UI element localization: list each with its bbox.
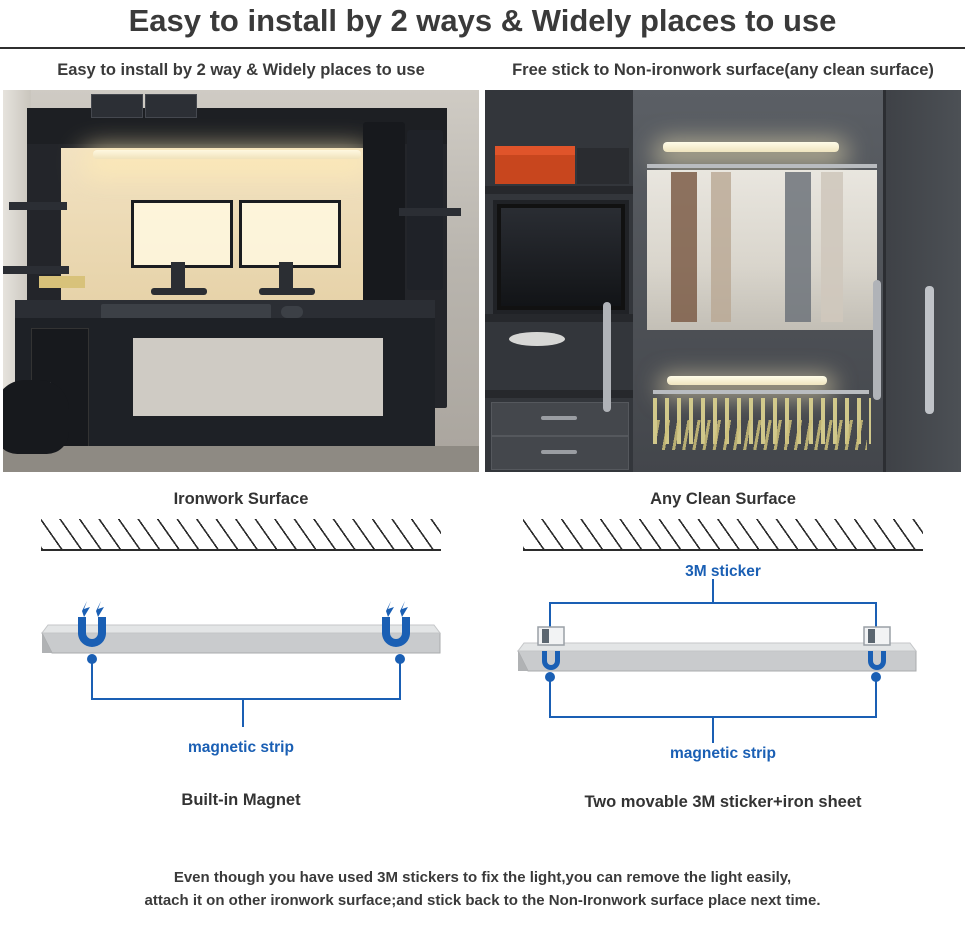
bottom-note (0, 850, 965, 923)
sticker-diagram-svg (482, 577, 964, 767)
magnet-diagram-svg (0, 555, 482, 755)
panel-right (482, 49, 964, 472)
built-in-magnet-label: Built-in Magnet (181, 790, 301, 809)
ironwork-surface-label: Ironwork Surface (173, 489, 309, 508)
led-light-bar-bottom (667, 376, 827, 385)
desk-with-light-photo (3, 90, 479, 472)
led-light-bar (93, 150, 361, 159)
clean-surface-label: Any Clean Surface (650, 489, 796, 508)
diagram-sticker (482, 490, 964, 850)
panel-left (0, 49, 482, 472)
magnet-icon-right (382, 601, 410, 647)
two-movable-sticker-label: Two movable 3M sticker+iron sheet (584, 792, 862, 811)
bottom-note-line2: attach it on other ironwork surface;and stick back to the Non-Ironwork surface place next time. (144, 892, 821, 909)
page-title: Easy to install by 2 ways & Widely places to use (128, 3, 837, 38)
diagram-magnet (0, 490, 482, 850)
ironwork-hatching (41, 519, 441, 555)
bottom-note-line1: Even though you have used 3M stickers to fix the light,you can remove the light easily, (173, 868, 792, 886)
magnetic-strip-label-left: magnetic strip (188, 738, 294, 756)
panel-left-caption: Easy to install by 2 way & Widely places to use (57, 60, 425, 79)
3m-sticker-label: 3M sticker (685, 562, 761, 580)
wardrobe-with-light-photo (485, 90, 961, 472)
led-light-bar-top (663, 142, 839, 152)
magnetic-strip-label-right: magnetic strip (670, 744, 776, 762)
panels-row (0, 49, 965, 472)
panel-right-caption: Free stick to Non-ironwork surface(any clean surface) (512, 60, 934, 79)
clean-surface-hatching (523, 519, 923, 555)
magnet-icon-left (78, 601, 106, 647)
diagrams-row (0, 490, 965, 850)
